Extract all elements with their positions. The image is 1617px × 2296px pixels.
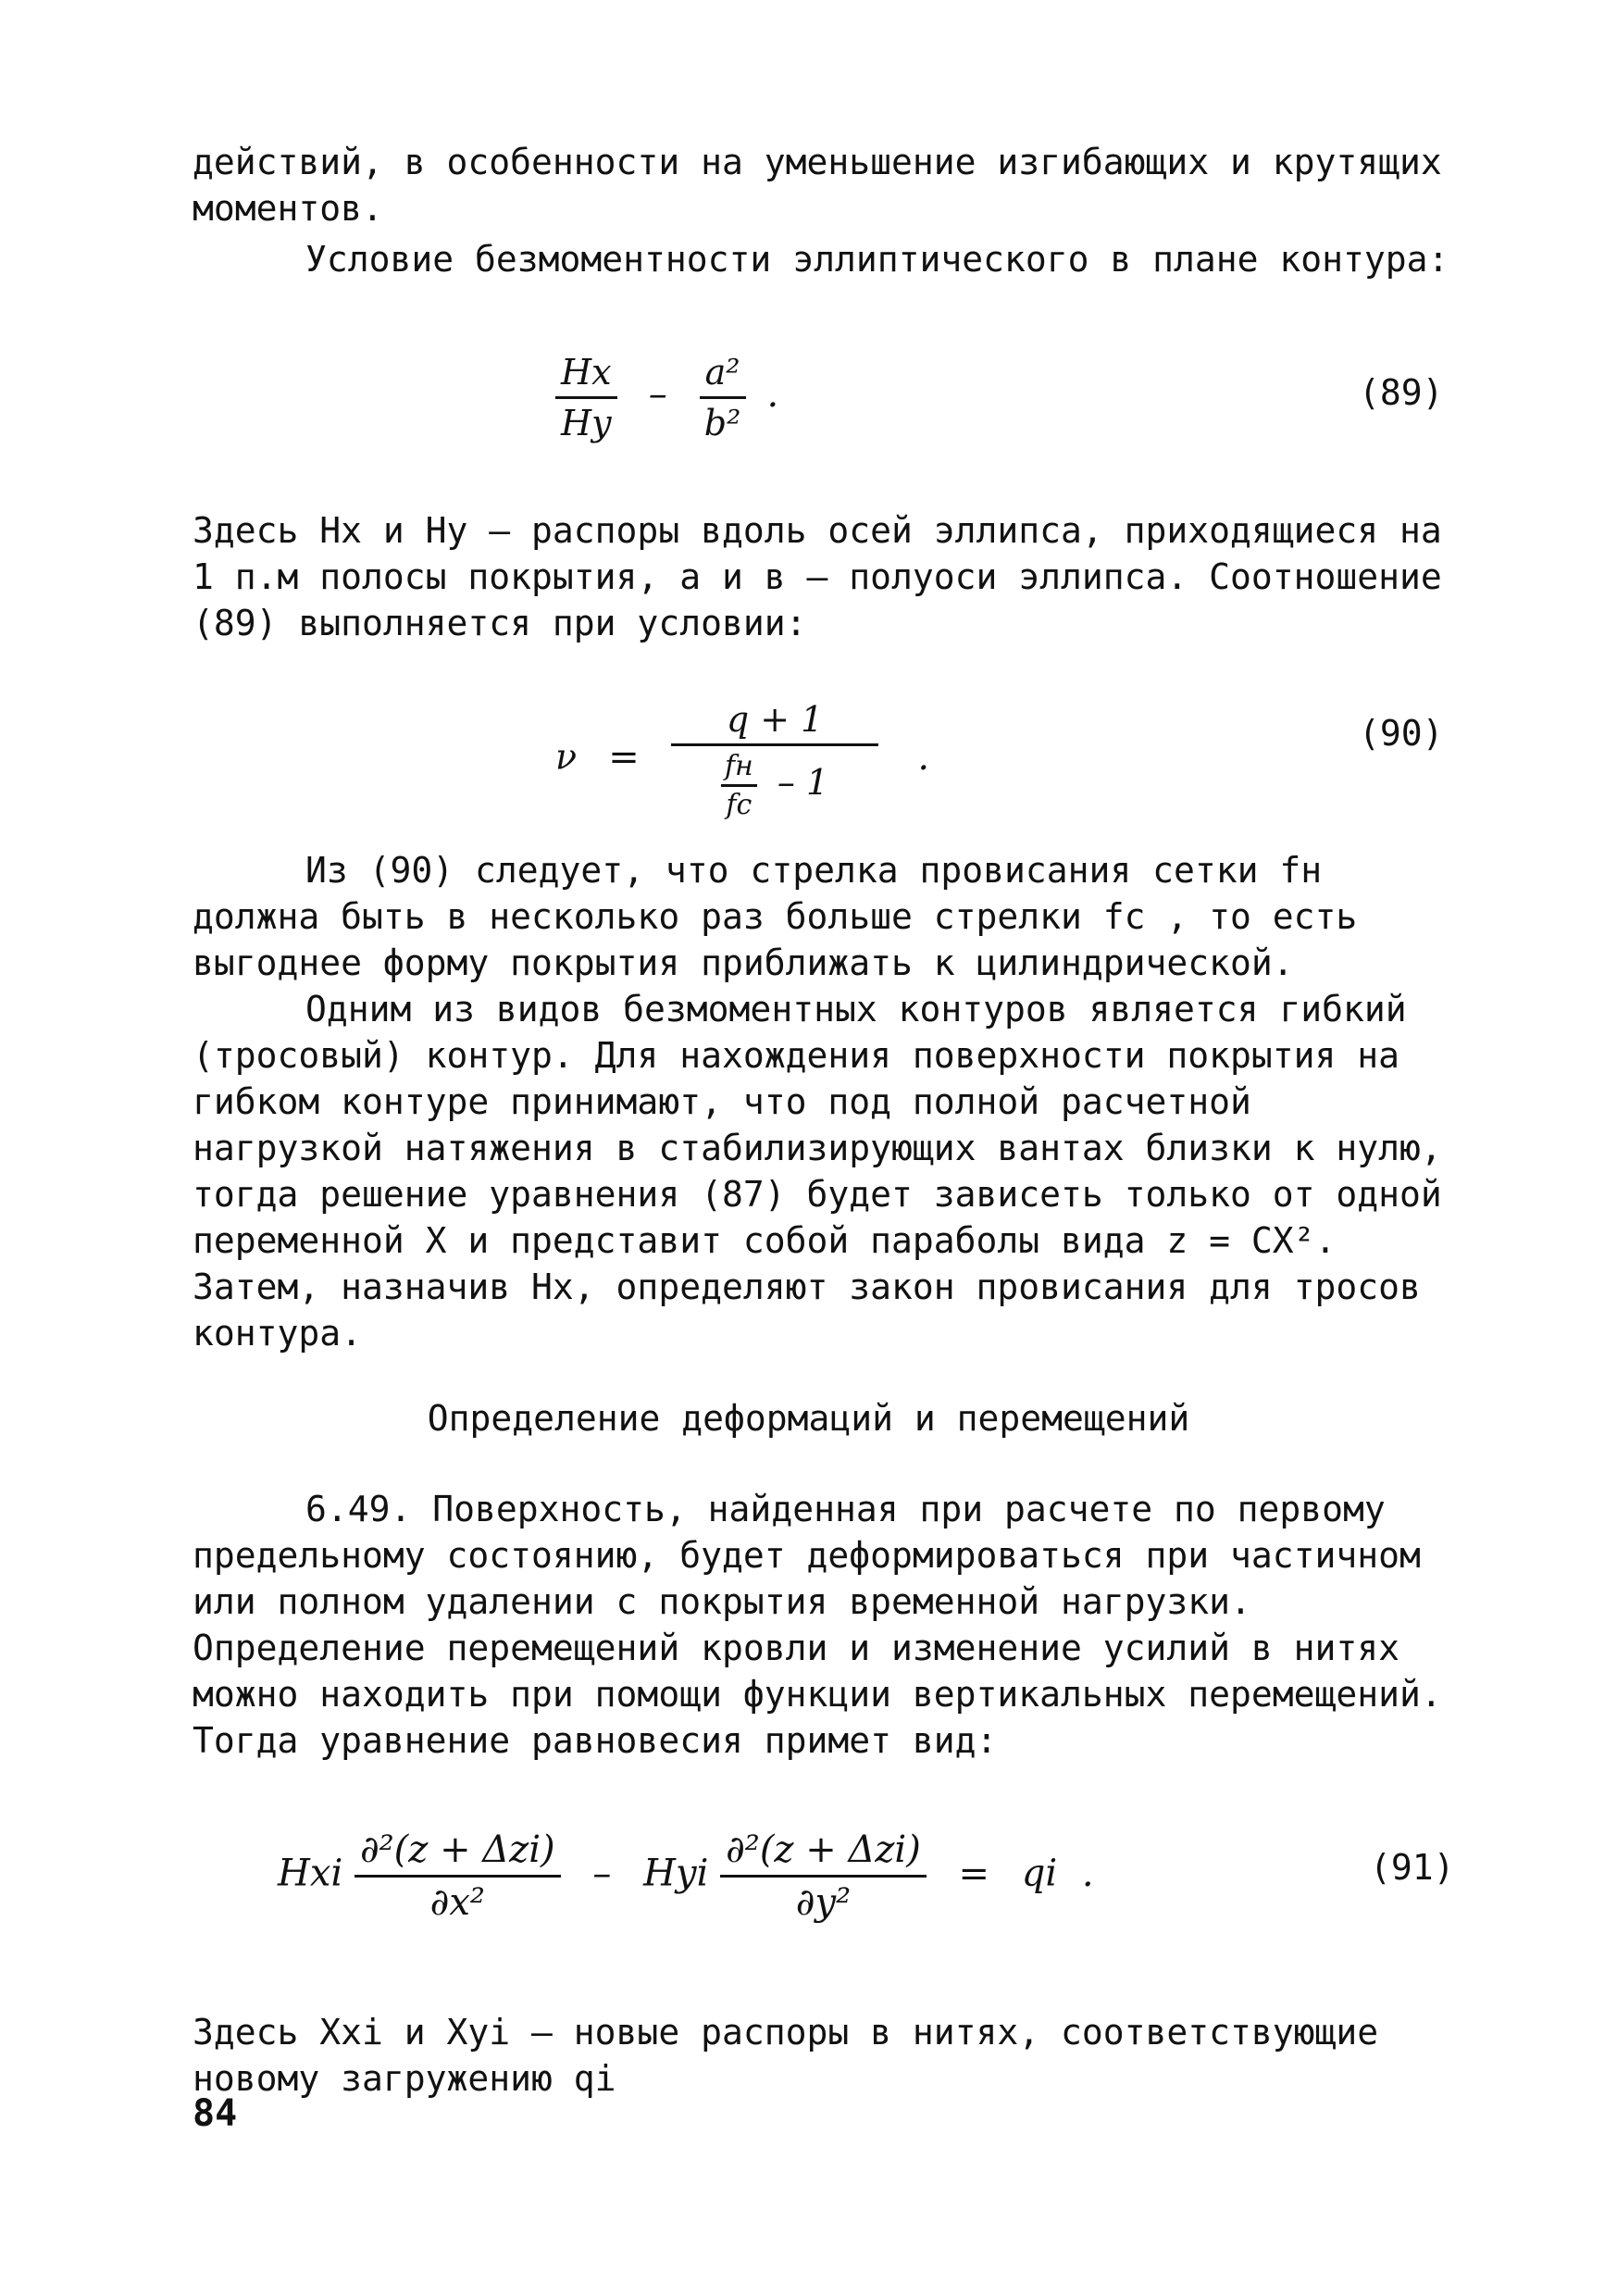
paragraph-2: Условие безмоментности эллиптического в плане контура: xyxy=(305,239,1449,280)
eq91-minus: – xyxy=(592,1852,612,1895)
eq90-den xyxy=(715,746,834,821)
eq89-right-fraction xyxy=(699,352,747,443)
eq91-h2: Hyi xyxy=(643,1852,709,1895)
eq89-right-num: a² xyxy=(700,352,746,399)
paragraph-7: Здесь Xxi и Xyi – новые распоры в нитях, соответствующие новому загружению qi xyxy=(193,2012,1379,2099)
eq90-fraction xyxy=(671,699,879,821)
section-heading: Определение деформаций и перемещений xyxy=(427,1398,1190,1439)
eq91-fraction-1 xyxy=(354,1828,561,1924)
paragraph-3: Здесь Hx и Hy – распоры вдоль осей эллипса, приходящиеся на 1 п.м полосы покрытия, а и в – полуоси эллипса. Соотношение (89) выполняется при условии: xyxy=(193,510,1442,643)
eq91-num-2: ∂²(z + Δzi) xyxy=(720,1828,927,1878)
paragraph-4: Из (90) следует, что стрелка провисания сетки fн должна быть в несколько раз больше стрелки fc , то есть выгоднее форму покрытия приближать к цилиндрической. xyxy=(193,850,1358,983)
eq91-den-2: ∂y² xyxy=(795,1881,852,1924)
eq91-rhs: qi xyxy=(1021,1852,1058,1895)
eq91-fraction-2 xyxy=(720,1828,927,1924)
eq90-inner-den: fc xyxy=(726,789,753,821)
eq89-left-num: Hx xyxy=(555,352,617,399)
equation-90: ν = q + 1 $\frac{fн}{fc}$ – 1 . xyxy=(555,699,930,821)
eq89-left-den: Hy xyxy=(561,403,612,443)
eq89-operator: – xyxy=(648,373,667,416)
eq89-left-fraction xyxy=(555,352,617,443)
page-number: 84 xyxy=(193,2092,238,2135)
eq91-end: . xyxy=(1081,1852,1094,1895)
eq89-end: . xyxy=(766,373,779,416)
eq91-num-1: ∂²(z + Δzi) xyxy=(354,1828,561,1878)
eq91-h1: Hxi xyxy=(278,1852,343,1895)
eq91-equals: = xyxy=(958,1852,990,1895)
eq90-den-rest: – 1 xyxy=(777,762,829,803)
equation-90-label: (90) xyxy=(1359,713,1444,754)
eq91-den-1: ∂x² xyxy=(429,1881,485,1924)
eq89-right-den: b² xyxy=(703,403,741,443)
eq90-lhs: ν xyxy=(555,736,578,778)
eq90-inner-num: fн xyxy=(721,750,757,787)
eq90-end: . xyxy=(917,735,930,779)
equation-89 xyxy=(555,352,799,443)
paragraph-5: Одним из видов безмоментных контуров является гибкий (тросовый) контур. Для нахождения поверхности покрытия на гибком контуре принимают, что под полной расчетной нагрузкой натяжения в стабилизирующих вантах близки к нулю, тогда решение уравнения (87) будет зависеть только от одной переменной X и представит собой параболы вида z = CX². Затем, назначив Hx, определяют закон провисания для тросов контура. xyxy=(193,989,1442,1354)
paragraph-6: 6.49. Поверхность, найденная при расчете по первому предельному состоянию, будет деформироваться при частичном или полном удалении с покрытия временной нагрузки. Определение перемещений кровли и изменение усилий в нитях можно находить при помощи функции вертикальных перемещений. Тогда уравнение равновесия примет вид: xyxy=(193,1489,1442,1761)
equation-89-label: (89) xyxy=(1359,372,1444,413)
eq90-num: q + 1 xyxy=(671,699,879,746)
eq90-inner-fraction xyxy=(721,750,757,821)
equation-91 xyxy=(278,1828,1114,1924)
equation-91-label: (91) xyxy=(1370,1847,1455,1888)
paragraph-1: действий, в особенности на уменьшение изгибающих и крутящих моментов. xyxy=(193,142,1442,229)
